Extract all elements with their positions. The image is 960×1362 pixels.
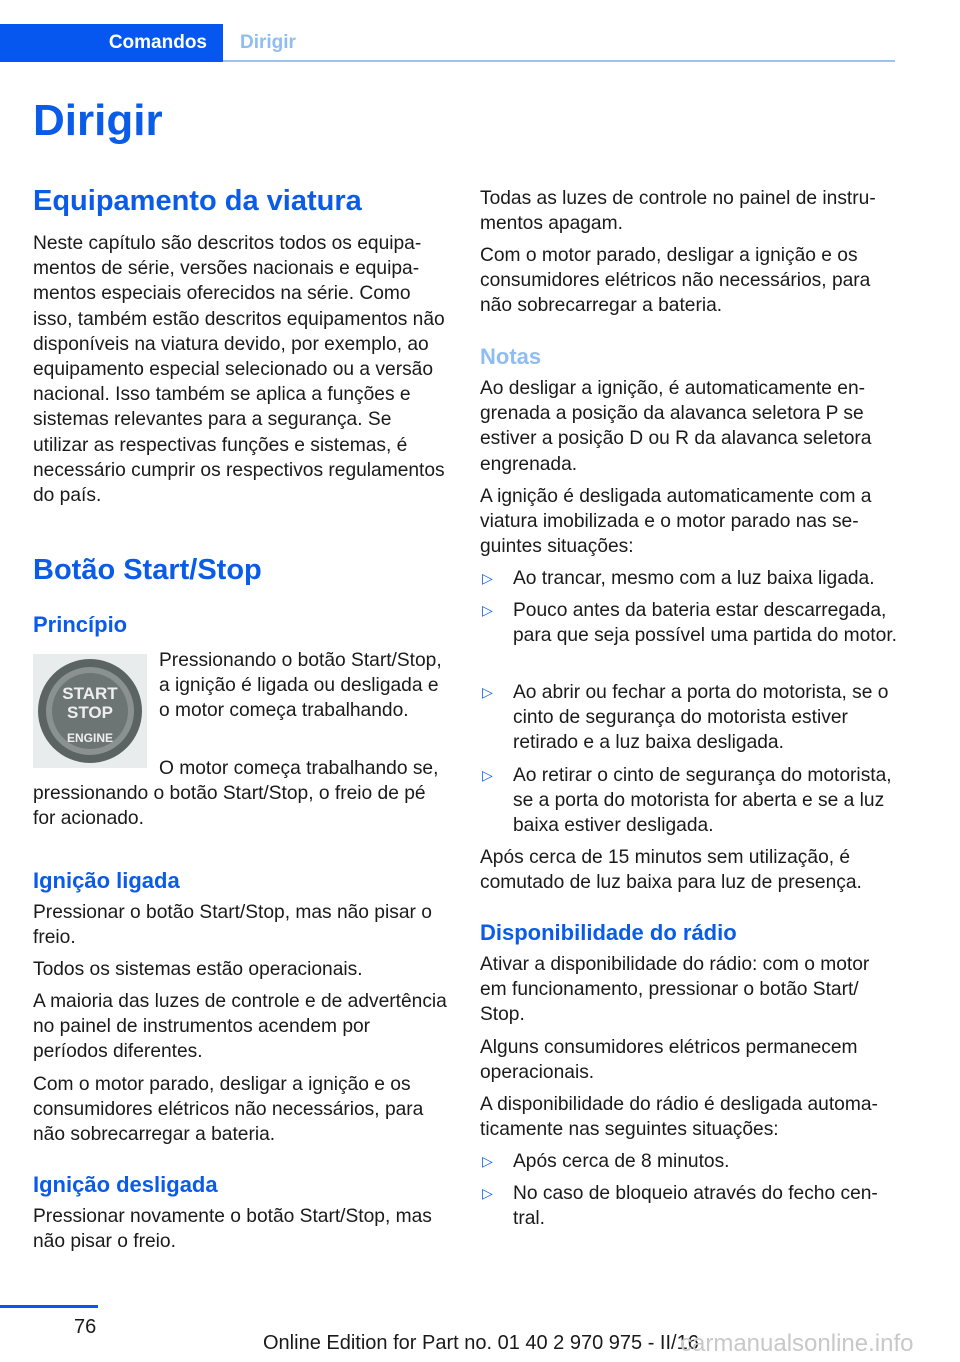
paragraph: A maioria das luzes de controle e de advertência no painel de instrumentos acendem por períodos diferentes. xyxy=(33,991,447,1063)
paragraph: A ignição é desligada automaticamente com a viatura imobilizada e o motor parado nas seguintes situações: xyxy=(480,486,872,558)
paragraph: Neste capítulo são descritos todos os equipamentos de série, versões nacionais e equipamentos especiais oferecidos na série. Como isso, também estão descritos equipamentos não disponíveis na viatura devido, por exemplo, ao equipamento especial selecionado ou a versão nacional. Isso também se aplica a funções e sistemas relevantes para a segurança. Se utilizar as respectivas funções e sistemas, é necessário cumprir os respectivos regulamentos do país. xyxy=(33,233,445,507)
bullet-triangle-icon: ▷ xyxy=(482,684,493,700)
bullet-triangle-icon: ▷ xyxy=(482,1153,493,1169)
bullet-triangle-icon: ▷ xyxy=(482,570,493,586)
edition-text: Online Edition for Part no. 01 40 2 970 975 - II/16 xyxy=(263,1332,699,1354)
paragraph: Ao desligar a ignição, é automaticamente engrenada a posição da alavanca seletora P se estiver a posição D ou R da alavanca seletora engrenada. xyxy=(480,378,872,475)
start-stop-button-image xyxy=(33,654,147,768)
footer-rule xyxy=(0,1305,98,1308)
bullet-triangle-icon: ▷ xyxy=(482,767,493,783)
list-item: ▷ Ao abrir ou fechar a porta do motorista, se o cinto de segurança do motorista estiver retirado e a luz baixa desligada. xyxy=(482,682,889,754)
svg-text:START: START xyxy=(62,684,118,703)
paragraph: Alguns consumidores elétricos permanecem operacionais. xyxy=(480,1037,858,1084)
list-item: ▷ Após cerca de 8 minutos. xyxy=(480,1149,898,1174)
heading-principio: Princípio xyxy=(33,612,128,637)
list-item: ▷ Ao trancar, mesmo com a luz baixa ligada. xyxy=(480,566,898,591)
heading-ignicao-ligada: Ignição ligada xyxy=(33,868,180,893)
paragraph: Todos os sistemas estão operacionais. xyxy=(33,959,363,980)
page-title: Dirigir xyxy=(33,96,163,145)
heading-disponibilidade-radio: Disponibilidade do rádio xyxy=(480,920,737,945)
paragraph: Pressionar novamente o botão Start/Stop, mas não pisar o freio. xyxy=(33,1206,432,1253)
header-divider xyxy=(223,60,895,62)
paragraph: A disponibilidade do rádio é desligada automaticamente nas seguintes situações: xyxy=(480,1094,878,1141)
watermark: carmanualsonline.info xyxy=(680,1330,914,1357)
tab-dirigir[interactable]: Dirigir xyxy=(240,32,296,53)
list-item: ▷ No caso de bloqueio através do fecho central. xyxy=(482,1183,878,1230)
list-item: ▷ Pouco antes da bateria estar descarregada, para que seja possível uma partida do motor. xyxy=(482,600,897,647)
paragraph: Pressionando o botão Start/Stop, a ignição é ligada ou desligada e o motor começa trabalhando. xyxy=(159,650,442,722)
paragraph: Após cerca de 15 minutos sem utilização, é comutado de luz baixa para luz de presença. xyxy=(480,847,862,894)
list-item: ▷ Ao retirar o cinto de segurança do motorista, se a porta do motorista for aberta e se a luz baixa estiver desligada. xyxy=(482,765,892,837)
bullet-triangle-icon: ▷ xyxy=(482,602,493,618)
paragraph: Com o motor parado, desligar a ignição e os consumidores elétricos não necessários, para não sobrecarregar a bateria. xyxy=(480,245,871,317)
paragraph: Todas as luzes de controle no painel de instrumentos apagam. xyxy=(480,188,876,235)
paragraph: Ativar a disponibilidade do rádio: com o motor em funcionamento, pressionar o botão Start/ Stop. xyxy=(480,954,870,1026)
heading-equipamento: Equipamento da viatura xyxy=(33,185,362,217)
tab-comandos[interactable]: Comandos xyxy=(0,24,223,62)
paragraph: O motor começa trabalhando se, pressionando o botão Start/Stop, o freio de pé for acionado. xyxy=(33,758,439,830)
heading-ignicao-desligada: Ignição desligada xyxy=(33,1172,218,1197)
paragraph: Com o motor parado, desligar a ignição e os consumidores elétricos não necessários, para não sobrecarregar a bateria. xyxy=(33,1074,424,1146)
heading-botao-start-stop: Botão Start/Stop xyxy=(33,554,262,586)
paragraph: Pressionar o botão Start/Stop, mas não pisar o freio. xyxy=(33,902,432,949)
svg-text:ENGINE: ENGINE xyxy=(66,731,114,745)
svg-text:STOP: STOP xyxy=(67,703,113,722)
page-number: 76 xyxy=(74,1316,97,1338)
heading-notas: Notas xyxy=(480,344,542,369)
bullet-triangle-icon: ▷ xyxy=(482,1185,493,1201)
